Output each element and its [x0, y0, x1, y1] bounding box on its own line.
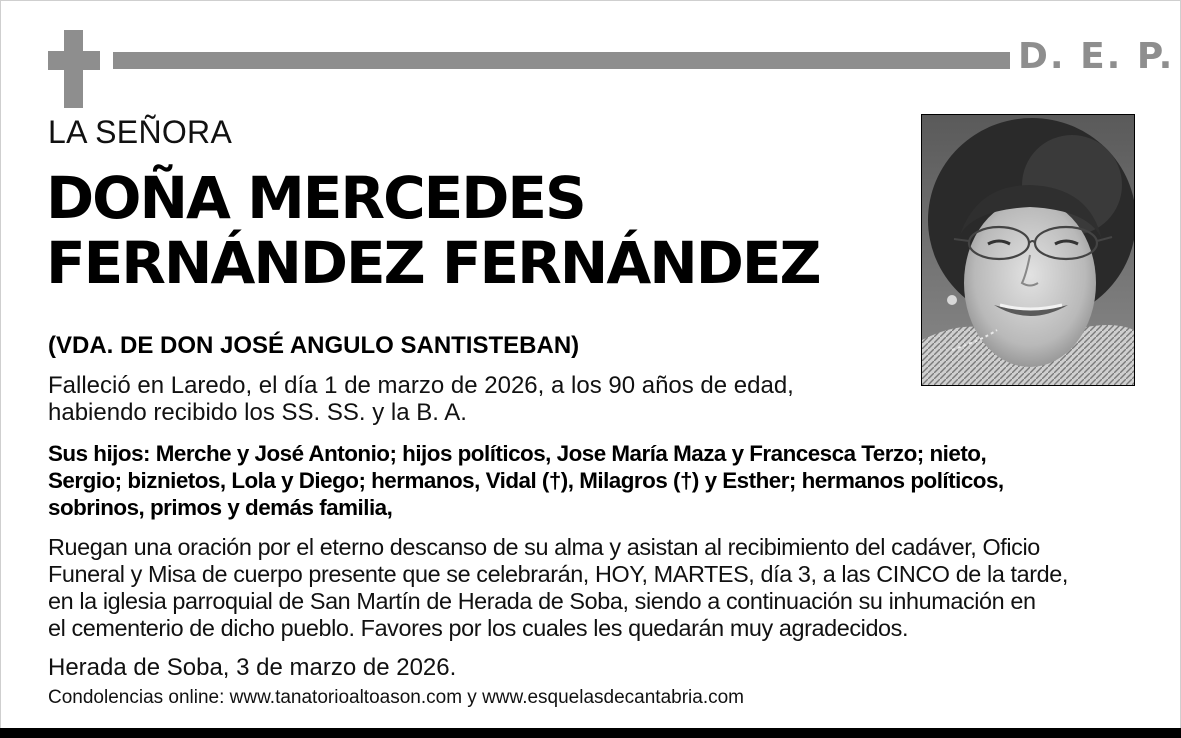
family-line: Sus hijos: Merche y José Antonio; hijos políticos, Jose María Maza y Francesca Terzo; nieto,: [48, 441, 987, 466]
place-and-date: Herada de Soba, 3 de marzo de 2026.: [48, 654, 457, 681]
death-notice: [48, 372, 908, 426]
prayer-line: el cementerio de dicho pueblo. Favores por los cuales les quedarán muy agradecidos.: [48, 615, 909, 641]
death-notice-line: Falleció en Laredo, el día 1 de marzo de 2026, a los 90 años de edad,: [48, 372, 794, 399]
widow-of: (VDA. DE DON JOSÉ ANGULO SANTISTEBAN): [48, 332, 580, 359]
prayer-line: Ruegan una oración por el eterno descanso de su alma y asistan al recibimiento del cadáver, Oficio: [48, 534, 1040, 560]
header-rule: [113, 52, 1010, 69]
family-line: sobrinos, primos y demás familia,: [48, 495, 393, 520]
prayer-line: Funeral y Misa de cuerpo presente que se celebrarán, HOY, MARTES, día 3, a las CINCO de la tarde,: [48, 561, 1068, 587]
deceased-name-line2: FERNÁNDEZ FERNÁNDEZ: [46, 229, 820, 297]
cross-icon: [48, 30, 100, 108]
prayer-line: en la iglesia parroquial de San Martín de Herada de Soba, siendo a continuación su inhumación en: [48, 588, 1036, 614]
portrait-photo: [921, 114, 1135, 386]
family-list: [48, 440, 1148, 521]
portrait-illustration: [922, 115, 1134, 385]
title-prefix: LA SEÑORA: [48, 114, 233, 150]
condolences-online: Condolencias online: www.tanatorioaltoason.com y www.esquelasdecantabria.com: [48, 687, 744, 708]
bottom-bar: [0, 728, 1181, 738]
deceased-name: [46, 166, 820, 296]
death-notice-line: habiendo recibido los SS. SS. y la B. A.: [48, 399, 467, 426]
deceased-name-line1: DOÑA MERCEDES: [46, 164, 585, 232]
dep-label: D. E. P.: [1018, 36, 1175, 77]
prayer-request: [48, 534, 1158, 642]
family-line: Sergio; biznietos, Lola y Diego; hermanos, Vidal (†), Milagros (†) y Esther; hermanos políticos,: [48, 468, 1004, 493]
